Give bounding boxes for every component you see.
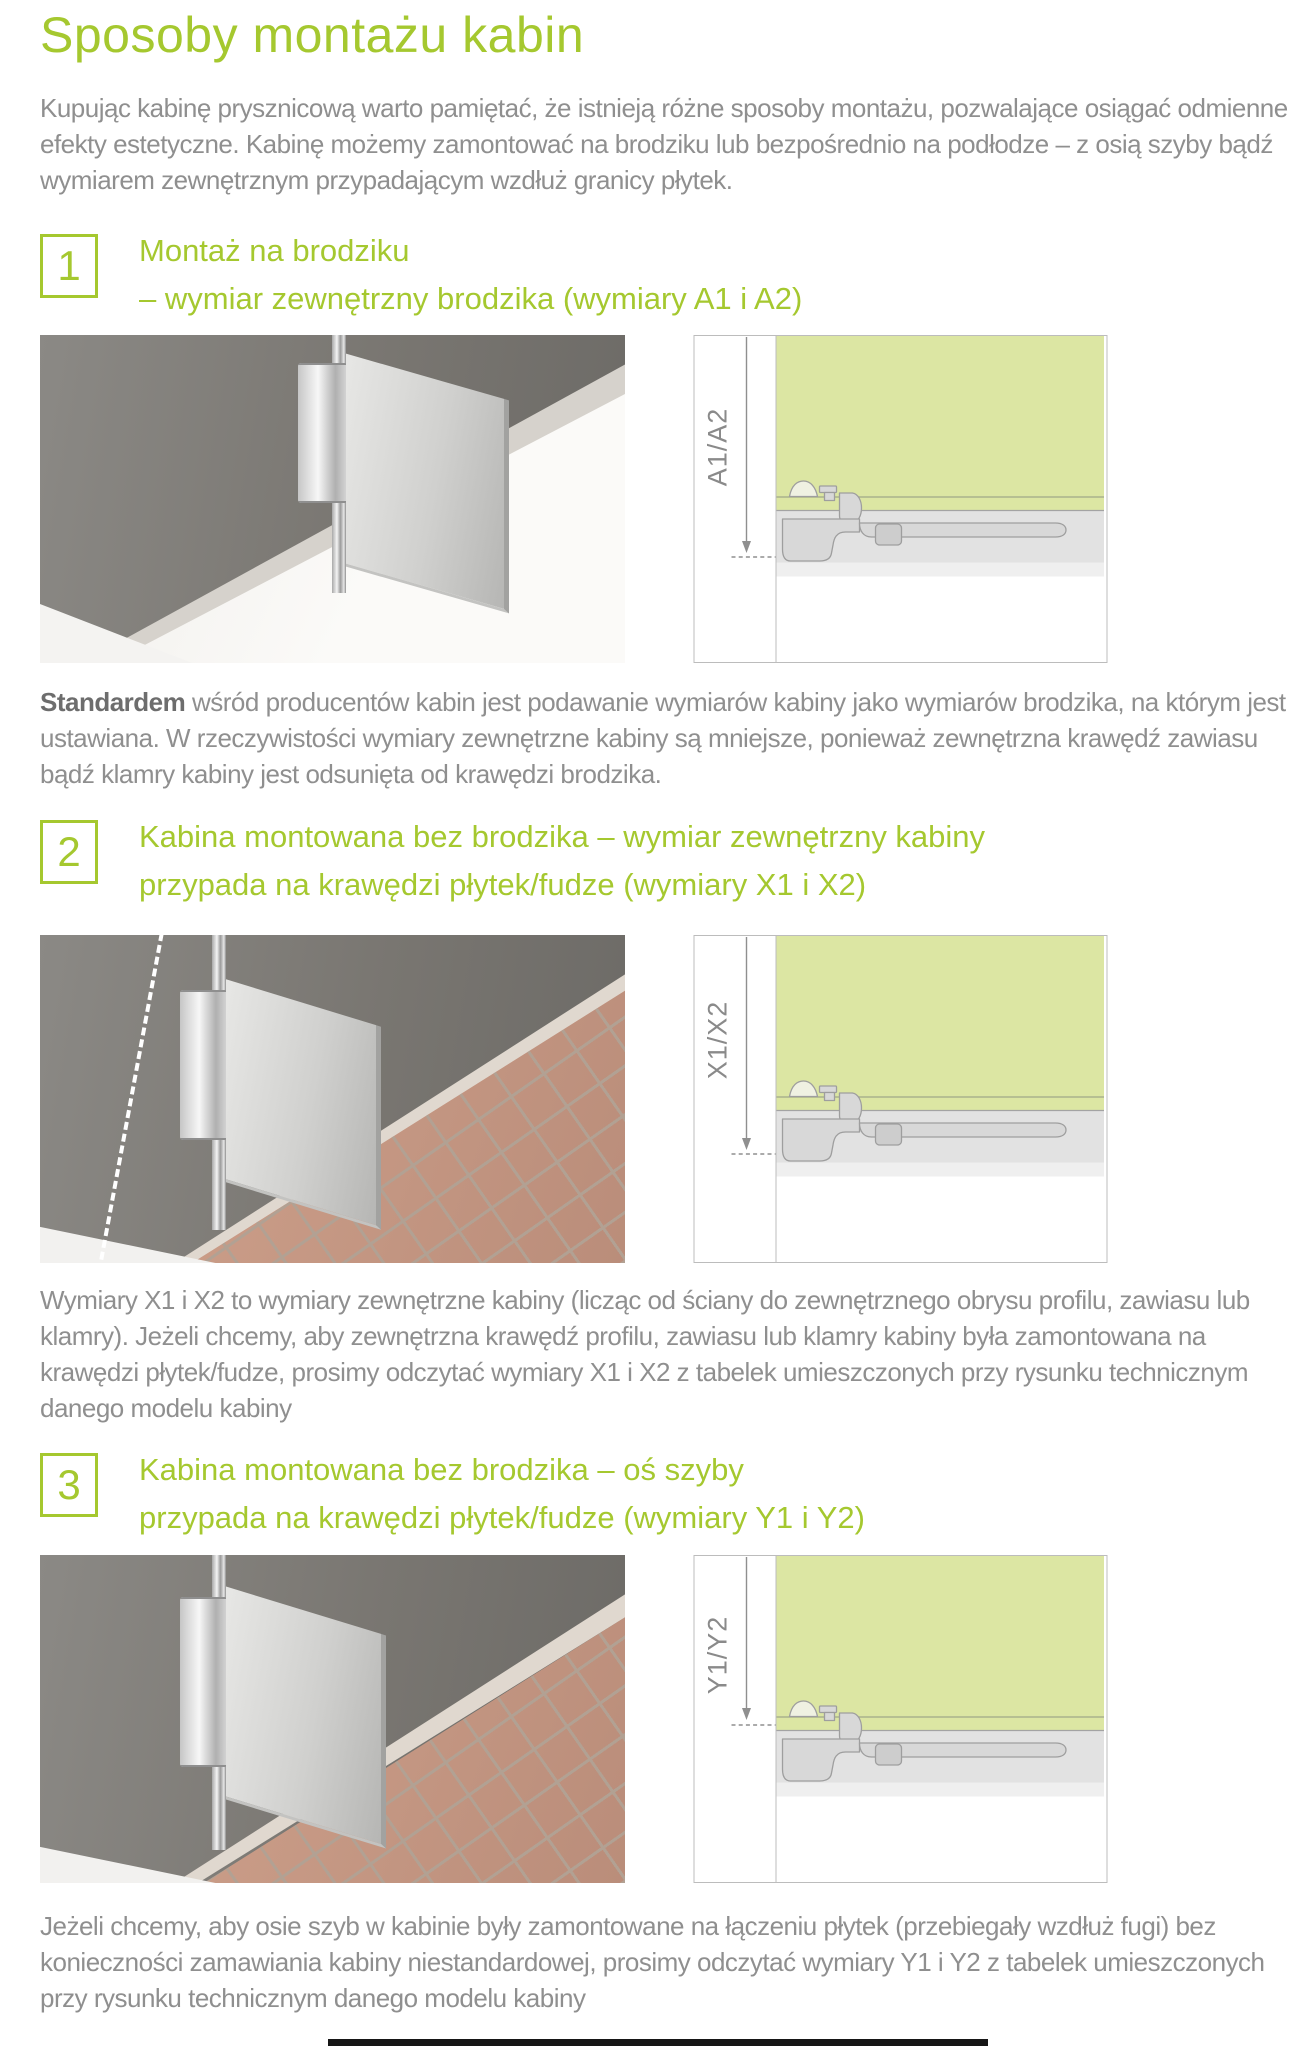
paragraph-lead-bold: Standardem [40, 687, 186, 717]
paragraph-text: wśród producentów kabin jest podawanie wymiarów kabiny jako wymiarów brodzika, na którym jest ustawiana. W rzeczywistości wymiary zewnętrzne kabiny są mniejsze, ponieważ zewnętrzna krawędź zawiasu bądź klamry kabiny jest odsunięta od krawędzi brodzika. [40, 687, 1286, 789]
hinge [180, 1597, 228, 1767]
diagram-dimension-label: A1/A2 [702, 407, 733, 487]
paragraph-wymiary-x: Wymiary X1 i X2 to wymiary zewnętrzne kabiny (licząc od ściany do zewnętrznego obrysu profilu, zawiasu lub klamry). Jeżeli chcemy, aby zewnętrzna krawędź profilu, zawiasu lub klamry kabiny była zamontowana na krawędzi płytek/fudze, prosimy odczytać wymiary X1 i X2 z tabelek umieszczonych przy rysunku technicznym danego modelu kabiny [40, 1285, 1250, 1423]
section-heading-line: Kabina montowana bez brodzika – wymiar zewnętrzny kabiny [139, 819, 986, 854]
section-heading [139, 813, 985, 909]
photo-tile-floor-corner [40, 935, 625, 1263]
paragraph-standardem [40, 684, 1288, 792]
section-heading-line: Montaż na brodziku [139, 233, 410, 268]
hinge [298, 363, 348, 503]
paragraph-osie-szyb: Jeżeli chcemy, aby osie szyb w kabinie były zamontowane na łączeniu płytek (przebiegały wzdłuż fugi) bez konieczności zamawiania kabiny niestandardowej, prosimy odczytać wymiary Y1 i Y2 z tabelek umieszczonych przy rysunku technicznym danego modelu kabiny [40, 1911, 1265, 2013]
glass-panel-area [776, 936, 1104, 1111]
hinge [180, 990, 228, 1140]
photo-shower-tray-corner [40, 335, 625, 663]
page-title: Sposoby montażu kabin [40, 7, 585, 63]
section-number-badge: 3 [40, 1453, 98, 1517]
figure-montaz-na-brodziku [0, 335, 1302, 663]
intro-paragraph: Kupując kabinę prysznicową warto pamiętać, że istnieją różne sposoby montażu, pozwalające osiągać odmienne efekty estetyczne. Kabinę możemy zamontować na brodziku lub bezpośrednio na podłodze – z osią szyby bądź wymiarem zewnętrznym przypadającym wzdłuż granicy płytek. [40, 93, 1288, 195]
section-heading [139, 227, 802, 323]
technical-diagram [693, 335, 1108, 663]
section-number-badge: 1 [40, 234, 98, 298]
photo-tile-floor-corner [40, 1555, 625, 1883]
section-heading-line: – wymiar zewnętrzny brodzika (wymiary A1 i A2) [139, 281, 803, 316]
page-bottom-bar [328, 2039, 988, 2046]
section-heading [139, 1446, 865, 1542]
technical-diagram [693, 935, 1108, 1263]
technical-diagram [693, 1555, 1108, 1883]
section-number-badge: 2 [40, 820, 98, 884]
section-heading-line: Kabina montowana bez brodzika – oś szyby [139, 1452, 744, 1487]
diagram-dimension-label: Y1/Y2 [702, 1615, 733, 1695]
section-heading-line: przypada na krawędzi płytek/fudze (wymiary X1 i X2) [139, 867, 867, 902]
figure-bez-brodzika-y [0, 1555, 1302, 1883]
section-heading-line: przypada na krawędzi płytek/fudze (wymiary Y1 i Y2) [139, 1500, 865, 1535]
glass-panel-area [776, 1556, 1104, 1731]
diagram-dimension-label: X1/X2 [702, 1000, 733, 1080]
glass-panel-area [776, 336, 1104, 511]
figure-bez-brodzika-x [0, 935, 1302, 1263]
